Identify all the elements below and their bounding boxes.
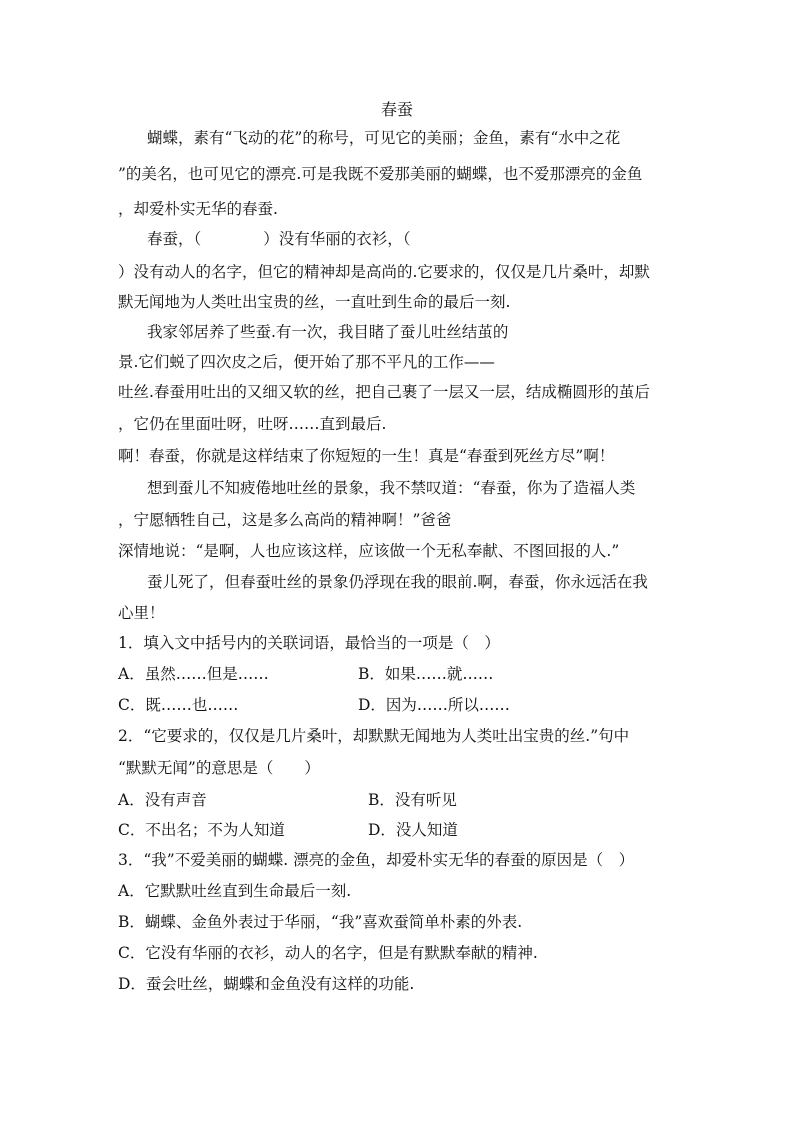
passage-line: ”的美名，也可见它的漂亮.可是我既不爱那美丽的蝴蝶，也不爱那漂亮的金鱼 — [118, 165, 643, 183]
question-stem: 3．“我”不爱美丽的蝴蝶. 漂亮的金鱼，却爱朴实无华的春蚕的原因是（ ） — [118, 851, 635, 869]
option-c[interactable]: C．既……也…… — [118, 696, 239, 714]
passage-line: 蝴蝶，素有“飞动的花”的称号，可见它的美丽；金鱼，素有“水中之花 — [147, 129, 621, 147]
passage-line: ，却爱朴实无华的春蚕. — [118, 200, 278, 218]
passage-line: 心里！ — [118, 604, 165, 622]
option-d[interactable]: D．没人知道 — [368, 821, 458, 839]
option-d[interactable]: D．因为……所以…… — [358, 696, 510, 714]
passage-line: 吐丝.春蚕用吐出的又细又软的丝，把自己裹了一层又一层，结成椭圆形的茧后 — [118, 383, 650, 401]
passage-line: 景.它们蜕了四次皮之后，便开始了那不平凡的工作—— — [118, 353, 495, 371]
passage-line: 默无闻地为人类吐出宝贵的丝，一直吐到生命的最后一刻. — [118, 293, 511, 311]
passage-line: 想到蚕儿不知疲倦地吐丝的景象，我不禁叹道：“春蚕，你为了造福人类 — [147, 479, 636, 497]
passage-line: 深情地说：“是啊，人也应该这样，应该做一个无私奉献、不图回报的人.” — [118, 542, 620, 560]
question-stem: “默默无闻”的意思是（ ） — [118, 759, 320, 777]
option-b[interactable]: B．没有听见 — [368, 791, 457, 809]
option-c[interactable]: C．它没有华丽的衣衫，动人的名字，但是有默默奉献的精神. — [118, 944, 538, 962]
passage-line: 蚕儿死了，但春蚕吐丝的景象仍浮现在我的眼前.啊，春蚕，你永远活在我 — [147, 573, 648, 591]
passage-line: 春蚕，（ ）没有华丽的衣衫，（ — [147, 230, 411, 248]
passage-line: 我家邻居养了些蚕.有一次，我目睹了蚕儿吐丝结茧的 — [147, 323, 509, 341]
page-title: 春蚕 — [380, 100, 413, 119]
option-c[interactable]: C．不出名；不为人知道 — [118, 821, 285, 839]
passage-line: 啊！春蚕，你就是这样结束了你短短的一生！真是“春蚕到死丝方尽”啊！ — [118, 447, 615, 465]
option-a[interactable]: A．没有声音 — [118, 791, 207, 809]
option-b[interactable]: B．蝴蝶、金鱼外表过于华丽，“我”喜欢蚕简单朴素的外表. — [118, 913, 523, 931]
option-a[interactable]: A．它默默吐丝直到生命最后一刻. — [118, 882, 352, 900]
passage-line: ）没有动人的名字，但它的精神却是高尚的.它要求的，仅仅是几片桑叶，却默 — [118, 263, 650, 281]
option-d[interactable]: D．蚕会吐丝，蝴蝶和金鱼没有这样的功能. — [118, 975, 415, 993]
passage-line: ，宁愿牺牲自己，这是多么高尚的精神啊！”爸爸 — [118, 511, 452, 529]
option-a[interactable]: A．虽然……但是…… — [118, 665, 269, 683]
question-stem: 1．填入文中括号内的关联词语，最恰当的一项是（ ） — [118, 634, 500, 652]
passage-line: ，它仍在里面吐呀，吐呀……直到最后. — [118, 415, 387, 433]
question-stem: 2．“它要求的，仅仅是几片桑叶，却默默无闻地为人类吐出宝贵的丝.”句中 — [118, 727, 630, 745]
option-b[interactable]: B．如果……就…… — [358, 665, 494, 683]
